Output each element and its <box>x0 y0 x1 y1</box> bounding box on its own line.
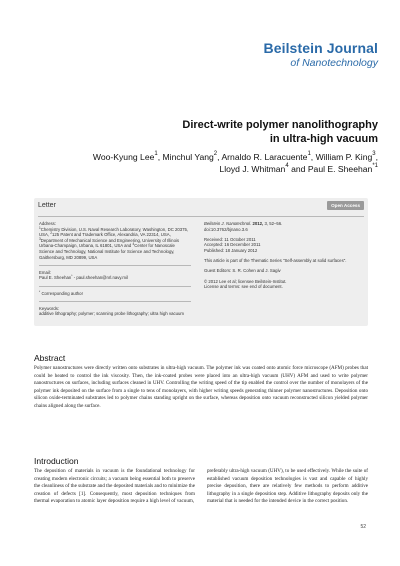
copyright-block <box>204 279 362 290</box>
email-address[interactable]: - paul.sheehan@nrl.navy.mil <box>72 275 128 281</box>
affiliation-text: Center for Nanoscale Science and Technology, National Institute for Science and Technology, Gaithersburg, MD 20899, USA <box>39 243 175 260</box>
author-affiliation: 1 <box>154 151 158 157</box>
email-divider <box>39 286 191 287</box>
corresponding-divider <box>39 301 191 302</box>
author-affiliation: *1 <box>372 163 378 169</box>
keywords-label: Keywords: <box>39 305 60 311</box>
author-name[interactable]: William P. King <box>315 152 373 162</box>
journal-name-line2: of Nanotechnology <box>290 57 378 69</box>
corresponding-text: Corresponding author <box>40 290 84 296</box>
affiliation-number: 2 <box>50 231 53 236</box>
author-affiliation: 4 <box>285 163 289 169</box>
email-author: Paul E. Sheehan <box>39 275 72 281</box>
received-date: Received: 11 October 2011 <box>204 236 256 242</box>
affiliation-number: 3 <box>39 236 41 241</box>
author-affiliation: 2 <box>213 151 218 157</box>
address-divider <box>39 265 191 266</box>
authors-line1: Woo-Kyung Lee$^1$, Minchul Yang$^2$, Arnaldo R. Laracuente$^1$, William P. King$^3$, <box>92 151 378 162</box>
abstract-heading: Abstract <box>34 353 66 363</box>
author-affiliation: 3 <box>372 151 376 157</box>
license-link[interactable]: License and terms: see end of document. <box>204 284 283 290</box>
introduction-heading: Introduction <box>34 456 79 466</box>
citation-year: 2012, <box>252 221 264 226</box>
published-date: Published: 18 January 2012 <box>204 247 258 253</box>
copyright-text: © 2012 Lee et al; licensee Beilstein-Institut. <box>204 278 287 284</box>
keywords-block <box>39 306 191 317</box>
author-name[interactable]: Minchul Yang <box>162 152 214 162</box>
title-line1: Direct-write polymer nanolithography <box>182 119 378 131</box>
author-affiliation: 1 <box>307 151 311 157</box>
info-left-column <box>39 221 191 322</box>
citation-journal: Beilstein J. Nanotechnol. <box>204 221 252 226</box>
introduction-left-column: The deposition of materials in vacuum is the foundational technology for creating modern electronic circuits; a vacuum being essential both to preserve the cleanliness of the substrate and the deposited materials and to minimize the creation of defects [1]. Consequently, most deposition techniques from thermal evaporation to atomic layer deposition require a high level of vacuum, <box>34 468 195 505</box>
article-info-box <box>34 198 368 326</box>
corresponding-sup: * <box>39 289 41 294</box>
author-list <box>20 151 378 175</box>
affiliation-text: 125 Patent and Trademark Office, Alexandria, VA 22314, USA, <box>52 232 171 238</box>
guest-editors: Guest Editors: S. R. Cohen and J. Sagiv <box>204 268 281 274</box>
title-line2: in ultra-high vacuum <box>269 133 378 145</box>
author-name[interactable]: Paul E. Sheehan <box>307 164 373 174</box>
affiliation-text: Chemistry Division, U.S. Naval Research Laboratory, Washington, DC 20375, USA, <box>39 226 189 238</box>
address-block <box>39 221 191 260</box>
journal-logo[interactable] <box>263 40 378 69</box>
page-number: 52 <box>360 524 366 530</box>
affiliation-text: Department of Mechanical Science and Engineering, University of Illinois Urbana-Champaign, Urbana, IL 61801, USA and <box>39 237 180 249</box>
info-box-header <box>38 201 364 216</box>
authors-conjunction: and <box>291 164 306 174</box>
citation-pages: 3, 52–56. <box>263 221 283 226</box>
accepted-date: Accepted: 16 December 2011 <box>204 242 261 248</box>
affiliation-number: 1 <box>39 225 41 230</box>
article-title <box>20 118 378 146</box>
doi-link[interactable]: doi:10.3762/bjnano.3.6 <box>204 226 248 232</box>
info-box-divider <box>38 216 364 217</box>
open-access-badge[interactable]: Open Access <box>327 201 364 210</box>
author-name[interactable]: Woo-Kyung Lee <box>92 152 155 162</box>
introduction-right-column: preferably ultra-high vacuum (UHV), to be used effectively. While the suite of established vacuum deposition technologies is vast and capable of highly precise deposition, there are relatively few methods to perform additive lithography in a single deposition step. Additive lithography deposits only the material that is needed for the intended device in the correct position. <box>207 468 368 505</box>
keywords-text: additive lithography; polymer; scanning probe lithography; ultra high vacuum <box>39 311 184 317</box>
author-name[interactable]: Arnaldo R. Laracuente <box>221 152 308 162</box>
info-right-column <box>204 221 362 294</box>
article-type: Letter <box>38 202 56 209</box>
address-label: Address: <box>39 221 56 226</box>
abstract-text: Polymer nanostructures were directly written onto substrates in ultra-high vacuum. The polymer ink was coated onto atomic force microscope (AFM) probes that could be heated to control the ink viscosity. Then, the ink-coated probes were placed into an ultra-high vacuum (UHV) AFM and used to write polymer nanostructures on surfaces, including surfaces cleaned in UHV. Controlling the writing speed of the tip enabled the control over the number of monolayers of the polymer ink deposited on the surface from a single to tens of monolayers, with higher writing speeds generating thinner polymer nanostructures. Deposition onto silicon oxide-terminated substrates led to polymer chains standing upright on the surface, whereas deposition onto vacuum reconstructed silicon yielded polymer chains aligned along the surface. <box>34 365 368 409</box>
dates-block <box>204 237 362 254</box>
thematic-series[interactable]: This article is part of the Thematic Series "Self-assembly at solid surfaces". <box>204 258 347 264</box>
email-sup: * <box>71 274 73 279</box>
email-block <box>39 270 191 281</box>
affiliation-number: 4 <box>132 242 135 247</box>
journal-name-line1: Beilstein Journal <box>263 40 378 56</box>
corresponding-note <box>39 291 191 297</box>
email-label: Email: <box>39 269 51 275</box>
citation-block <box>204 221 362 232</box>
authors-line2 <box>20 163 378 175</box>
author-name[interactable]: Lloyd J. Whitman <box>219 164 286 174</box>
